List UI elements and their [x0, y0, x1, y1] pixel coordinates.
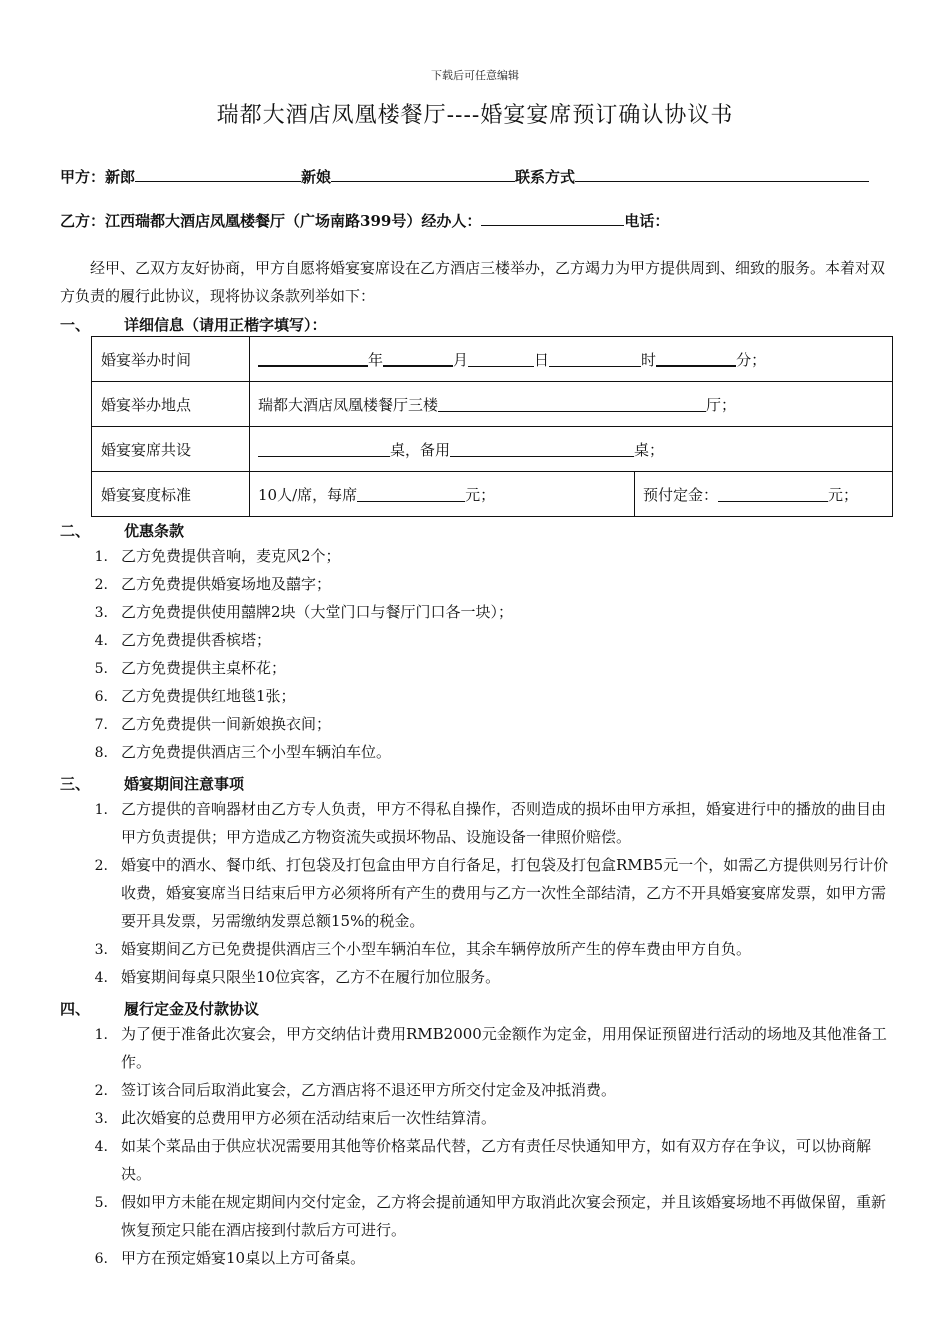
- list-item-number: 6.: [94, 689, 108, 705]
- spare-tables-field[interactable]: [450, 441, 634, 457]
- list-item-number: 3.: [94, 605, 108, 621]
- hour-unit: 时: [641, 350, 657, 369]
- list-item: 乙方免费提供主桌杯花；: [121, 659, 287, 677]
- list-item-number: 7.: [94, 717, 108, 733]
- section-2-title: 优惠条款: [124, 522, 185, 540]
- minute-unit: 分；: [736, 350, 767, 369]
- list-item-number: 1.: [94, 549, 108, 565]
- list-item: 假如甲方未能在规定期间内交付定金，乙方将会提前通知甲方取消此次宴会预定，并且该婚宴场地不再做保留，重新恢复预定只能在酒店接到付款后方可进行。: [121, 1193, 887, 1239]
- section-1-number: 一、: [60, 316, 91, 334]
- hall-field[interactable]: [438, 396, 706, 412]
- list-item: 签订该合同后取消此宴会，乙方酒店将不退还甲方所交付定金及冲抵消费。: [121, 1081, 617, 1099]
- month-unit: 月: [453, 350, 469, 369]
- detail-table: [91, 336, 893, 517]
- list-item: 乙方提供的音响器材由乙方专人负责，甲方不得私自操作，否则造成的损坏由甲方承担，婚宴进行中的播放的曲目由甲方负责提供；甲方造成乙方物资流失或损坏物品、设施设备一律照价赔偿。: [121, 800, 887, 846]
- list-item: 乙方免费提供婚宴场地及囍字；: [121, 575, 332, 593]
- place-label: 婚宴举办地点: [92, 382, 250, 427]
- list-item-number: 2.: [94, 1083, 108, 1099]
- groom-name-field[interactable]: [135, 167, 301, 182]
- list-item: 婚宴期间每桌只限坐10位宾客，乙方不在履行加位服务。: [121, 968, 501, 986]
- price-per-table-field[interactable]: [357, 486, 465, 502]
- list-item-number: 4.: [94, 970, 108, 986]
- section-3-number: 三、: [60, 775, 91, 793]
- time-label: 婚宴举办时间: [92, 337, 250, 382]
- contact-field[interactable]: [575, 167, 869, 182]
- list-item-number: 2.: [94, 858, 108, 874]
- place-suffix: 厅；: [706, 395, 737, 414]
- deposit-unit: 元；: [828, 485, 859, 504]
- party-a-groom-label: 甲方：新郎: [60, 168, 136, 186]
- list-item-number: 5.: [94, 1195, 108, 1211]
- list-item: 乙方免费提供酒店三个小型车辆泊车位。: [121, 743, 392, 761]
- list-item-number: 3.: [94, 942, 108, 958]
- day-unit: 日: [534, 350, 550, 369]
- list-item: 婚宴中的酒水、餐巾纸、打包袋及打包盒由甲方自行备足，打包袋及打包盒RMB5元一个，如需乙方提供则另行计价收费，婚宴宴席当日结束后甲方必须将所有产生的费用与乙方一次性全部结清，乙方不开具婚宴宴席发票，如甲方需要开具发票，另需缴纳发票总额15%的税金。: [121, 856, 889, 930]
- list-item-number: 2.: [94, 577, 108, 593]
- place-prefix: 瑞都大酒店凤凰楼餐厅三楼: [258, 395, 439, 414]
- tables-count-field[interactable]: [258, 441, 390, 457]
- tables-value: [250, 427, 893, 472]
- year-field[interactable]: [258, 350, 368, 367]
- section-4-number: 四、: [60, 1000, 91, 1018]
- section-4-title: 履行定金及付款协议: [124, 1000, 260, 1018]
- header-note: 下载后可任意编辑: [431, 69, 519, 82]
- list-item-number: 5.: [94, 661, 108, 677]
- tables-unit: 桌，备用: [390, 440, 451, 459]
- standard-label: 婚宴宴度标准: [92, 472, 250, 517]
- list-item: 婚宴期间乙方已免费提供酒店三个小型车辆泊车位，其余车辆停放所产生的停车费由甲方自负。: [121, 940, 752, 958]
- list-item-number: 8.: [94, 745, 108, 761]
- year-unit: 年: [368, 350, 384, 369]
- list-item: 乙方免费提供音响，麦克风2个；: [121, 547, 341, 565]
- list-item: 乙方免费提供使用囍牌2块（大堂门口与餐厅门口各一块）；: [121, 603, 514, 621]
- day-field[interactable]: [468, 351, 534, 367]
- deposit-field[interactable]: [718, 486, 828, 502]
- phone-label: 电话：: [624, 212, 670, 230]
- deposit-label: 预付定金：: [643, 485, 719, 504]
- handler-field[interactable]: [481, 211, 624, 226]
- standard-prefix: 10人/席，每席: [258, 485, 358, 504]
- list-item-number: 6.: [94, 1251, 108, 1267]
- table-row: [92, 472, 893, 517]
- party-a-line: [60, 166, 869, 187]
- list-item: 为了便于准备此次宴会，甲方交纳估计费用RMB2000元金额作为定金，用用保证预留进行活动的场地及其他准备工作。: [121, 1025, 887, 1071]
- party-b-label: 乙方：江西瑞都大酒店凤凰楼餐厅（广场南路399号）经办人：: [60, 212, 482, 230]
- list-item: 如某个菜品由于供应状况需要用其他等价格菜品代替，乙方有责任尽快通知甲方，如有双方存在争议，可以协商解决。: [121, 1137, 872, 1183]
- table-row: [92, 427, 893, 472]
- section-3-title: 婚宴期间注意事项: [124, 775, 245, 793]
- list-item: 此次婚宴的总费用甲方必须在活动结束后一次性结算清。: [121, 1109, 497, 1127]
- place-value: [250, 382, 893, 427]
- list-item: 乙方免费提供香槟塔；: [121, 631, 272, 649]
- standard-unit: 元；: [465, 485, 496, 504]
- list-item-number: 1.: [94, 1027, 108, 1043]
- list-item-number: 1.: [94, 802, 108, 818]
- list-item: 乙方免费提供红地毯1张；: [121, 687, 296, 705]
- party-b-line: [60, 210, 669, 231]
- list-item-number: 3.: [94, 1111, 108, 1127]
- minute-field[interactable]: [656, 350, 736, 367]
- time-value: [250, 337, 893, 382]
- bride-name-field[interactable]: [331, 167, 515, 182]
- month-field[interactable]: [383, 350, 453, 367]
- bride-label: 新娘: [301, 168, 332, 186]
- contact-label: 联系方式: [515, 168, 576, 186]
- tables-unit2: 桌；: [634, 440, 665, 459]
- deposit-value: [635, 472, 893, 517]
- section-1-title: 详细信息（请用正楷字填写）：: [124, 316, 327, 334]
- list-item-number: 4.: [94, 633, 108, 649]
- hour-field[interactable]: [549, 351, 641, 367]
- standard-value: [250, 472, 635, 517]
- list-item: 甲方在预定婚宴10桌以上方可备桌。: [121, 1249, 366, 1267]
- tables-label: 婚宴宴席共设: [92, 427, 250, 472]
- table-row: [92, 382, 893, 427]
- list-item-number: 4.: [94, 1139, 108, 1155]
- document-title: 瑞都大酒店凤凰楼餐厅----婚宴宴席预订确认协议书: [216, 103, 734, 128]
- list-item: 乙方免费提供一间新娘换衣间；: [121, 715, 332, 733]
- intro-paragraph: 经甲、乙双方友好协商，甲方自愿将婚宴宴席设在乙方酒店三楼举办，乙方竭力为甲方提供周到、细致的服务。本着对双方负责的履行此协议，现将协议条款列举如下：: [60, 259, 886, 305]
- section-2-number: 二、: [60, 522, 91, 540]
- table-row: [92, 337, 893, 382]
